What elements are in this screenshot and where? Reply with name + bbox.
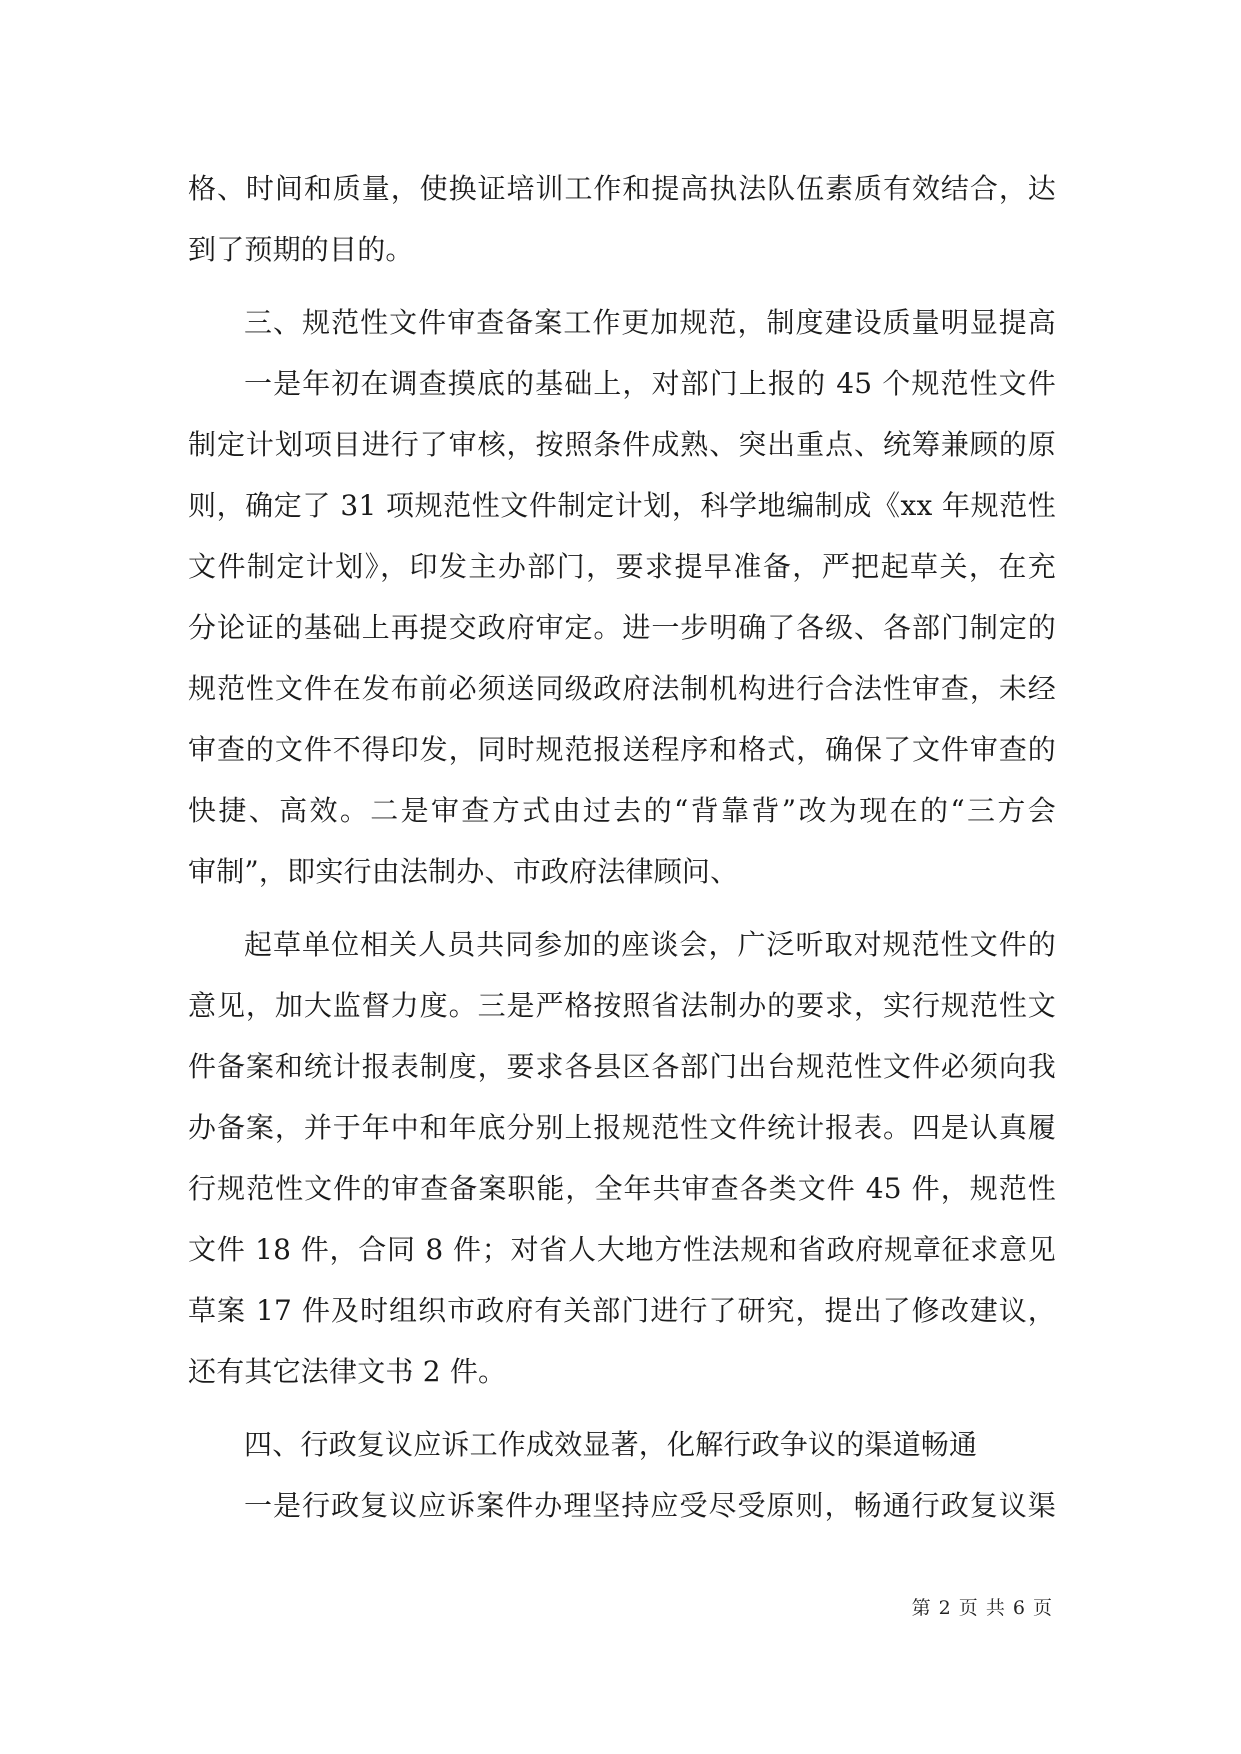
text-line: 一是年初在调查摸底的基础上，对部门上报的 45 个规范性文件 bbox=[244, 367, 1056, 400]
text-line: 办备案，并于年中和年底分别上报规范性文件统计报表。四是认真履 bbox=[188, 1111, 1056, 1144]
section-heading: 三、规范性文件审查备案工作更加规范，制度建设质量明显提高 bbox=[244, 306, 1056, 339]
text-line: 还有其它法律文书 2 件。 bbox=[188, 1355, 507, 1388]
text-line: 草案 17 件及时组织市政府有关部门进行了研究，提出了修改建议， bbox=[188, 1294, 1056, 1327]
text-line: 分论证的基础上再提交政府审定。进一步明确了各级、各部门制定的 bbox=[188, 611, 1056, 644]
section-heading: 四、行政复议应诉工作成效显著，化解行政争议的渠道畅通 bbox=[244, 1428, 978, 1461]
text-line: 规范性文件在发布前必须送同级政府法制机构进行合法性审查，未经 bbox=[188, 672, 1056, 705]
text-line: 审制”，即实行由法制办、市政府法律顾问、 bbox=[188, 855, 739, 888]
text-line: 制定计划项目进行了审核，按照条件成熟、突出重点、统筹兼顾的原 bbox=[188, 428, 1056, 461]
text-line: 件备案和统计报表制度，要求各县区各部门出台规范性文件必须向我 bbox=[188, 1050, 1056, 1083]
text-line: 意见，加大监督力度。三是严格按照省法制办的要求，实行规范性文 bbox=[188, 989, 1056, 1022]
text-line: 起草单位相关人员共同参加的座谈会，广泛听取对规范性文件的 bbox=[244, 928, 1056, 961]
body-text bbox=[188, 158, 1056, 1536]
text-line: 格、时间和质量，使换证培训工作和提高执法队伍素质有效结合，达 bbox=[188, 172, 1056, 205]
text-line: 行规范性文件的审查备案职能，全年共审查各类文件 45 件，规范性 bbox=[188, 1172, 1056, 1205]
page-number: 第 2 页 共 6 页 bbox=[911, 1597, 1053, 1619]
text-line: 审查的文件不得印发，同时规范报送程序和格式，确保了文件审查的 bbox=[188, 733, 1056, 766]
text-line: 快捷、高效。二是审查方式由过去的“背靠背”改为现在的“三方会 bbox=[188, 794, 1056, 827]
text-line: 文件制定计划》，印发主办部门，要求提早准备，严把起草关，在充 bbox=[188, 550, 1056, 583]
text-line: 文件 18 件，合同 8 件；对省人大地方性法规和省政府规章征求意见 bbox=[188, 1233, 1056, 1266]
text-line: 则，确定了 31 项规范性文件制定计划，科学地编制成《xx 年规范性 bbox=[188, 489, 1056, 522]
text-line: 到了预期的目的。 bbox=[188, 233, 414, 266]
text-line: 一是行政复议应诉案件办理坚持应受尽受原则，畅通行政复议渠 bbox=[244, 1489, 1056, 1522]
